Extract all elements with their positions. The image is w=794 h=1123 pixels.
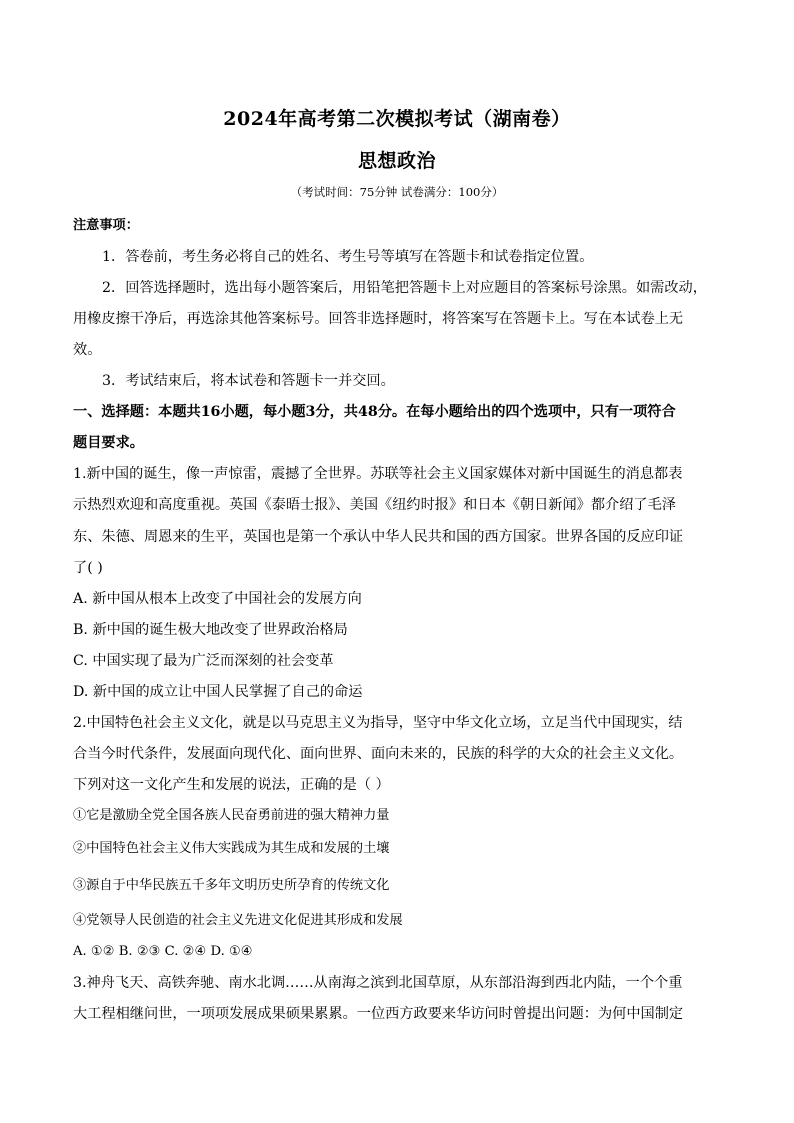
note-item: 1．答卷前，考生务必将自己的姓名、考生号等填写在答题卡和试卷指定位置。 (102, 249, 594, 265)
question-3-text: 大工程相继问世，一项项发展成果硕果累累。一位西方政要来华访问时曾提出问题：为何中国制定 (73, 1006, 684, 1022)
question-1-option-c: C. 中国实现了最为广泛而深刻的社会变革 (73, 653, 334, 669)
note-item: 效。 (73, 342, 102, 358)
question-1-text: 了( ) (73, 560, 103, 576)
question-2-text: 合当今时代条件，发展面向现代化、面向世界、面向未来的，民族的科学的大众的社会主义文化。 (73, 746, 684, 762)
question-1-text: 示热烈欢迎和高度重视。英国《泰晤士报》、美国《纽约时报》和日本《朝日新闻》都介绍了毛泽 (73, 497, 676, 513)
question-1-option-b: B. 新中国的诞生极大地改变了世界政治格局 (73, 622, 348, 638)
question-1-text: 东、朱德、周恩来的生平，英国也是第一个承认中华人民共和国的西方国家。世界各国的反应印证 (73, 529, 684, 545)
question-2-statement: ③源自于中华民族五千多年文明历史所孕育的传统文化 (73, 878, 390, 893)
exam-title: 2024年高考第二次模拟考试（湖南卷） (223, 108, 571, 130)
question-1-option-a: A. 新中国从根本上改变了中国社会的发展方向 (73, 591, 362, 607)
question-2-options: A. ①② B. ②③ C. ②④ D. ①④ (73, 944, 253, 959)
question-2-statement: ④党领导人民创造的社会主义先进文化促进其形成和发展 (73, 913, 403, 928)
question-3-text: 3.神舟飞天、高铁奔驰、南水北调……从南海之滨到北国草原，从东部沿海到西北内陆，一个个重 (73, 975, 683, 991)
exam-info: （考试时间：75分钟 试卷满分：100分） (290, 185, 504, 199)
note-item: 2．回答选择题时，选出每小题答案后，用铅笔把答题卡上对应题目的答案标号涂黑。如需改动， (102, 280, 707, 296)
exam-subject: 思想政治 (357, 150, 436, 172)
question-2-text: 2.中国特色社会主义文化，就是以马克思主义为指导，坚守中华文化立场，立足当代中国现实，结 (73, 715, 683, 731)
question-1-option-d: D. 新中国的成立让中国人民掌握了自己的命运 (73, 684, 363, 700)
question-1-text: 1.新中国的诞生，像一声惊雷，震撼了全世界。苏联等社会主义国家媒体对新中国诞生的消息都表 (73, 466, 683, 482)
note-item: 3．考试结束后，将本试卷和答题卡一并交回。 (102, 373, 395, 389)
note-item: 用橡皮擦干净后，再选涂其他答案标号。回答非选择题时，将答案写在答题卡上。写在本试卷上无 (73, 311, 684, 327)
notes-heading: 注意事项： (73, 218, 139, 233)
question-2-statement: ①它是激励全党全国各族人民奋勇前进的强大精神力量 (73, 808, 390, 823)
question-2-statement: ②中国特色社会主义伟大实践成为其生成和发展的土壤 (73, 841, 390, 856)
question-2-text: 下列对这一文化产生和发展的说法，正确的是（ ） (73, 777, 390, 793)
section-heading: 一、选择题：本题共16小题，每小题3分，共48分。在每小题给出的四个选项中，只有一项符合 (73, 404, 676, 420)
section-heading: 题目要求。 (73, 435, 144, 451)
